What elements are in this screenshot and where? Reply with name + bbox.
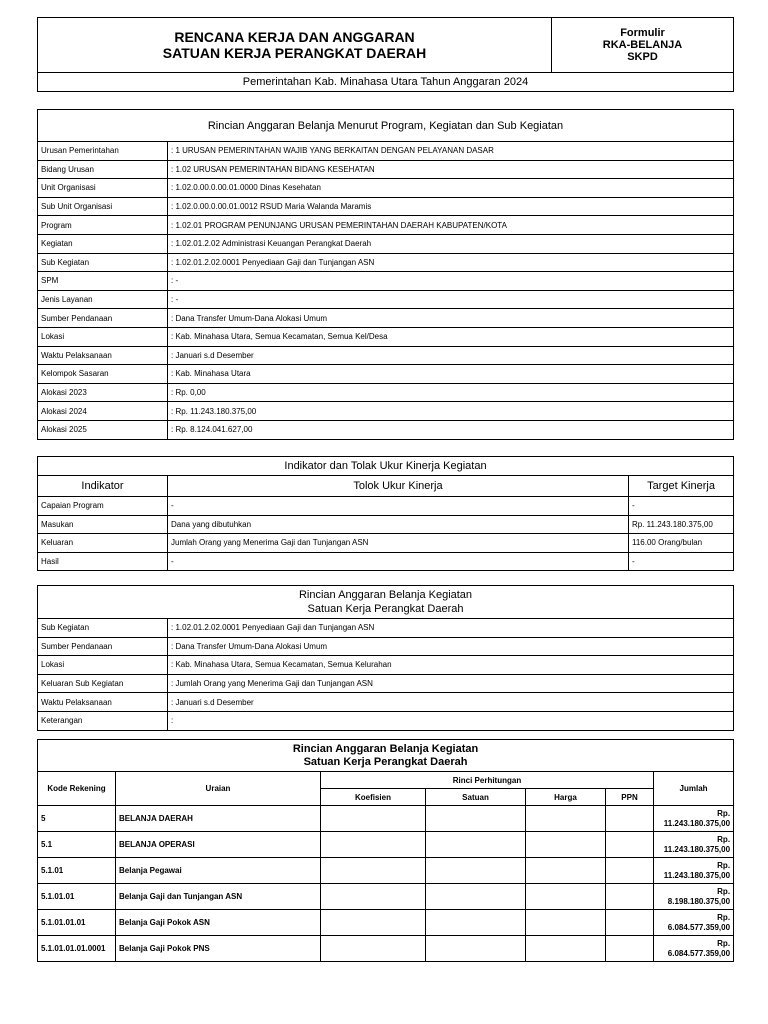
target-kinerja-cell: - [629, 497, 734, 516]
row-value: : 1 URUSAN PEMERINTAHAN WAJIB YANG BERKAITAN DENGAN PELAYANAN DASAR [168, 142, 734, 161]
satuan-cell [426, 832, 526, 858]
col-header-koefisien: Koefisien [321, 789, 426, 806]
harga-cell [526, 936, 606, 962]
satuan-cell [426, 884, 526, 910]
koefisien-cell [321, 884, 426, 910]
row-value: : Jumlah Orang yang Menerima Gaji dan Tunjangan ASN [168, 674, 734, 693]
harga-cell [526, 858, 606, 884]
rincian-kegiatan-title [38, 586, 734, 619]
jumlah-cell [654, 858, 734, 884]
table-row [38, 160, 734, 179]
ppn-cell [606, 832, 654, 858]
table-row [38, 253, 734, 272]
form-label: Formulir [620, 27, 665, 39]
row-value: : Rp. 8.124.041.627,00 [168, 420, 734, 439]
anggaran-title-line-2: Satuan Kerja Perangkat Daerah [303, 755, 468, 768]
row-label: Keterangan [38, 711, 168, 730]
target-kinerja-cell: Rp. 11.243.180.375,00 [629, 515, 734, 534]
jumlah-value: 6.084.577.359,00 [667, 948, 731, 958]
row-label: Kegiatan [38, 234, 168, 253]
kode-rekening-cell: 5.1.01.01 [38, 884, 116, 910]
indikator-title: Indikator dan Tolak Ukur Kinerja Kegiatan [38, 457, 734, 476]
document-header [37, 17, 734, 92]
jumlah-value: 8.198.180.375,00 [667, 896, 731, 906]
jumlah-cell [654, 884, 734, 910]
row-value: : 1.02 URUSAN PEMERINTAHAN BIDANG KESEHATAN [168, 160, 734, 179]
ppn-cell [606, 858, 654, 884]
col-header-target: Target Kinerja [629, 476, 734, 497]
row-label: Sub Kegiatan [38, 619, 168, 638]
table-row [38, 832, 734, 858]
harga-cell [526, 832, 606, 858]
indikator-cell: Hasil [38, 552, 168, 571]
table-row [38, 179, 734, 198]
col-header-indikator: Indikator [38, 476, 168, 497]
jumlah-value: 11.243.180.375,00 [663, 870, 731, 880]
col-header-tolok-ukur: Tolok Ukur Kinerja [168, 476, 629, 497]
table-row [38, 234, 734, 253]
row-value: : Rp. 0,00 [168, 383, 734, 402]
kode-rekening-cell: 5.1.01 [38, 858, 116, 884]
row-value: : [168, 711, 734, 730]
target-kinerja-cell: 116.00 Orang/bulan [629, 534, 734, 553]
col-header-kode-rekening: Kode Rekening [38, 772, 116, 806]
row-label: Kelompok Sasaran [38, 365, 168, 384]
document-title [38, 18, 552, 73]
table-row [38, 383, 734, 402]
table-row [38, 402, 734, 421]
uraian-cell: Belanja Gaji dan Tunjangan ASN [116, 884, 321, 910]
row-value: : Kab. Minahasa Utara, Semua Kecamatan, Semua Kelurahan [168, 656, 734, 675]
rincian-program-table [37, 109, 734, 440]
satuan-cell [426, 936, 526, 962]
jumlah-prefix: Rp. [717, 938, 731, 948]
table-row [38, 910, 734, 936]
row-label: Alokasi 2024 [38, 402, 168, 421]
target-kinerja-cell: - [629, 552, 734, 571]
jumlah-cell [654, 832, 734, 858]
jumlah-cell [654, 806, 734, 832]
row-label: Alokasi 2025 [38, 420, 168, 439]
table-row [38, 142, 734, 161]
row-value: : Kab. Minahasa Utara [168, 365, 734, 384]
jumlah-prefix: Rp. [717, 886, 731, 896]
koefisien-cell [321, 832, 426, 858]
anggaran-title [38, 740, 734, 772]
row-value: : Dana Transfer Umum-Dana Alokasi Umum [168, 637, 734, 656]
row-label: Sub Unit Organisasi [38, 197, 168, 216]
ppn-cell [606, 884, 654, 910]
row-value: : Januari s.d Desember [168, 346, 734, 365]
harga-cell [526, 884, 606, 910]
row-value: : 1.02.01 PROGRAM PENUNJANG URUSAN PEMERINTAHAN DAERAH KABUPATEN/KOTA [168, 216, 734, 235]
kode-rekening-cell: 5.1.01.01.01 [38, 910, 116, 936]
row-value: : - [168, 272, 734, 291]
row-label: Bidang Urusan [38, 160, 168, 179]
col-header-jumlah: Jumlah [654, 772, 734, 806]
tolok-ukur-cell: - [168, 497, 629, 516]
col-header-uraian: Uraian [116, 772, 321, 806]
table-row [38, 936, 734, 962]
tolok-ukur-cell: Dana yang dibutuhkan [168, 515, 629, 534]
jumlah-prefix: Rp. [717, 860, 731, 870]
harga-cell [526, 806, 606, 832]
koefisien-cell [321, 936, 426, 962]
table-row [38, 637, 734, 656]
table-row [38, 272, 734, 291]
anggaran-title-line-1: Rincian Anggaran Belanja Kegiatan [292, 742, 479, 755]
jumlah-prefix: Rp. [717, 912, 731, 922]
satuan-cell [426, 910, 526, 936]
row-label: Lokasi [38, 327, 168, 346]
row-label: Waktu Pelaksanaan [38, 693, 168, 712]
uraian-cell: BELANJA OPERASI [116, 832, 321, 858]
table-row [38, 309, 734, 328]
harga-cell [526, 910, 606, 936]
uraian-cell: Belanja Pegawai [116, 858, 321, 884]
ppn-cell [606, 910, 654, 936]
row-value: : - [168, 290, 734, 309]
rincian-kegiatan-title-line-2: Satuan Kerja Perangkat Daerah [307, 603, 464, 615]
indikator-cell: Keluaran [38, 534, 168, 553]
anggaran-belanja-table [37, 739, 734, 962]
jumlah-value: 6.084.577.359,00 [667, 922, 731, 932]
row-value: : Dana Transfer Umum-Dana Alokasi Umum [168, 309, 734, 328]
title-line-1: RENCANA KERJA DAN ANGGARAN [174, 29, 415, 45]
row-label: Sumber Pendanaan [38, 637, 168, 656]
row-value: : 1.02.0.00.0.00.01.0012 RSUD Maria Walanda Maramis [168, 197, 734, 216]
jumlah-value: 11.243.180.375,00 [663, 844, 731, 854]
row-label: Urusan Pemerintahan [38, 142, 168, 161]
table-row [38, 327, 734, 346]
jumlah-prefix: Rp. [717, 834, 731, 844]
row-value: : 1.02.01.2.02.0001 Penyediaan Gaji dan Tunjangan ASN [168, 253, 734, 272]
tolok-ukur-cell: Jumlah Orang yang Menerima Gaji dan Tunjangan ASN [168, 534, 629, 553]
form-code: RKA-BELANJA [602, 39, 683, 51]
row-label: Waktu Pelaksanaan [38, 346, 168, 365]
table-row [38, 884, 734, 910]
row-label: Alokasi 2023 [38, 383, 168, 402]
jumlah-cell [654, 936, 734, 962]
table-row [38, 515, 734, 534]
row-label: Unit Organisasi [38, 179, 168, 198]
col-header-ppn: PPN [606, 789, 654, 806]
table-row [38, 290, 734, 309]
row-value: : Januari s.d Desember [168, 693, 734, 712]
uraian-cell: BELANJA DAERAH [116, 806, 321, 832]
indikator-cell: Masukan [38, 515, 168, 534]
table-row [38, 420, 734, 439]
table-row [38, 858, 734, 884]
row-label: SPM [38, 272, 168, 291]
title-line-2: SATUAN KERJA PERANGKAT DAERAH [162, 45, 427, 61]
row-label: Keluaran Sub Kegiatan [38, 674, 168, 693]
row-label: Sumber Pendanaan [38, 309, 168, 328]
satuan-cell [426, 806, 526, 832]
row-label: Sub Kegiatan [38, 253, 168, 272]
table-row [38, 534, 734, 553]
kode-rekening-cell: 5.1 [38, 832, 116, 858]
table-row [38, 365, 734, 384]
jumlah-value: 11.243.180.375,00 [663, 818, 731, 828]
jumlah-prefix: Rp. [717, 808, 731, 818]
koefisien-cell [321, 806, 426, 832]
row-label: Jenis Layanan [38, 290, 168, 309]
uraian-cell: Belanja Gaji Pokok ASN [116, 910, 321, 936]
table-row [38, 346, 734, 365]
document-subtitle: Pemerintahan Kab. Minahasa Utara Tahun Anggaran 2024 [38, 73, 734, 92]
table-row [38, 656, 734, 675]
table-row [38, 552, 734, 571]
kode-rekening-cell: 5 [38, 806, 116, 832]
indikator-kinerja-table [37, 456, 734, 571]
koefisien-cell [321, 858, 426, 884]
row-value: : 1.02.01.2.02.0001 Penyediaan Gaji dan Tunjangan ASN [168, 619, 734, 638]
row-label: Lokasi [38, 656, 168, 675]
row-value: : 1.02.0.00.0.00.01.0000 Dinas Kesehatan [168, 179, 734, 198]
table-row [38, 497, 734, 516]
satuan-cell [426, 858, 526, 884]
table-row [38, 197, 734, 216]
form-code-box [552, 18, 734, 73]
rincian-kegiatan-title-line-1: Rincian Anggaran Belanja Kegiatan [298, 589, 473, 601]
col-header-harga: Harga [526, 789, 606, 806]
ppn-cell [606, 936, 654, 962]
table-row [38, 619, 734, 638]
tolok-ukur-cell: - [168, 552, 629, 571]
row-value: : Rp. 11.243.180.375,00 [168, 402, 734, 421]
uraian-cell: Belanja Gaji Pokok PNS [116, 936, 321, 962]
table-row [38, 711, 734, 730]
kode-rekening-cell: 5.1.01.01.01.0001 [38, 936, 116, 962]
col-header-rinci-perhitungan: Rinci Perhitungan [321, 772, 654, 789]
table-row [38, 674, 734, 693]
row-label: Program [38, 216, 168, 235]
table-row [38, 693, 734, 712]
rincian-program-title: Rincian Anggaran Belanja Menurut Program, Kegiatan dan Sub Kegiatan [38, 110, 734, 142]
row-value: : Kab. Minahasa Utara, Semua Kecamatan, Semua Kel/Desa [168, 327, 734, 346]
indikator-cell: Capaian Program [38, 497, 168, 516]
jumlah-cell [654, 910, 734, 936]
koefisien-cell [321, 910, 426, 936]
form-unit: SKPD [627, 51, 658, 63]
col-header-satuan: Satuan [426, 789, 526, 806]
table-row [38, 216, 734, 235]
table-row [38, 806, 734, 832]
rincian-kegiatan-table [37, 585, 734, 731]
row-value: : 1.02.01.2.02 Administrasi Keuangan Perangkat Daerah [168, 234, 734, 253]
ppn-cell [606, 806, 654, 832]
